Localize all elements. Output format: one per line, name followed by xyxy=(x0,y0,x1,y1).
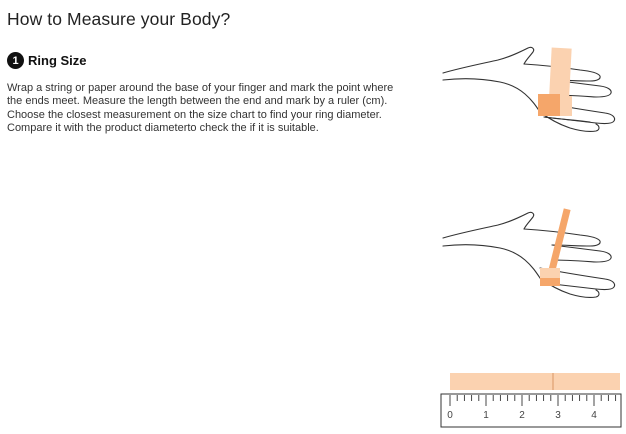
paper-strip xyxy=(450,373,620,390)
ruler-label-0: 0 xyxy=(447,410,453,421)
step-heading xyxy=(7,52,87,69)
step-number-badge: 1 xyxy=(7,52,24,69)
ruler-label-1: 1 xyxy=(483,410,489,421)
hand-paper-strip-illustration xyxy=(440,40,620,150)
ruler-label-2: 2 xyxy=(519,410,525,421)
step-title: Ring Size xyxy=(28,53,87,68)
ruler-label-3: 3 xyxy=(555,410,561,421)
hand-measure-illustration xyxy=(440,200,620,310)
ruler-label-4: 4 xyxy=(591,410,597,421)
page-title: How to Measure your Body? xyxy=(7,9,231,29)
ruler-illustration xyxy=(440,370,624,430)
step-description: Wrap a string or paper around the base of your finger and mark the point where the ends meet. Measure the length between the end and mark by a ruler (cm). Choose the closest measurement on the size chart to find your ring diameter. Compare it with the product diameterto check the if it is suitable. xyxy=(7,82,394,134)
